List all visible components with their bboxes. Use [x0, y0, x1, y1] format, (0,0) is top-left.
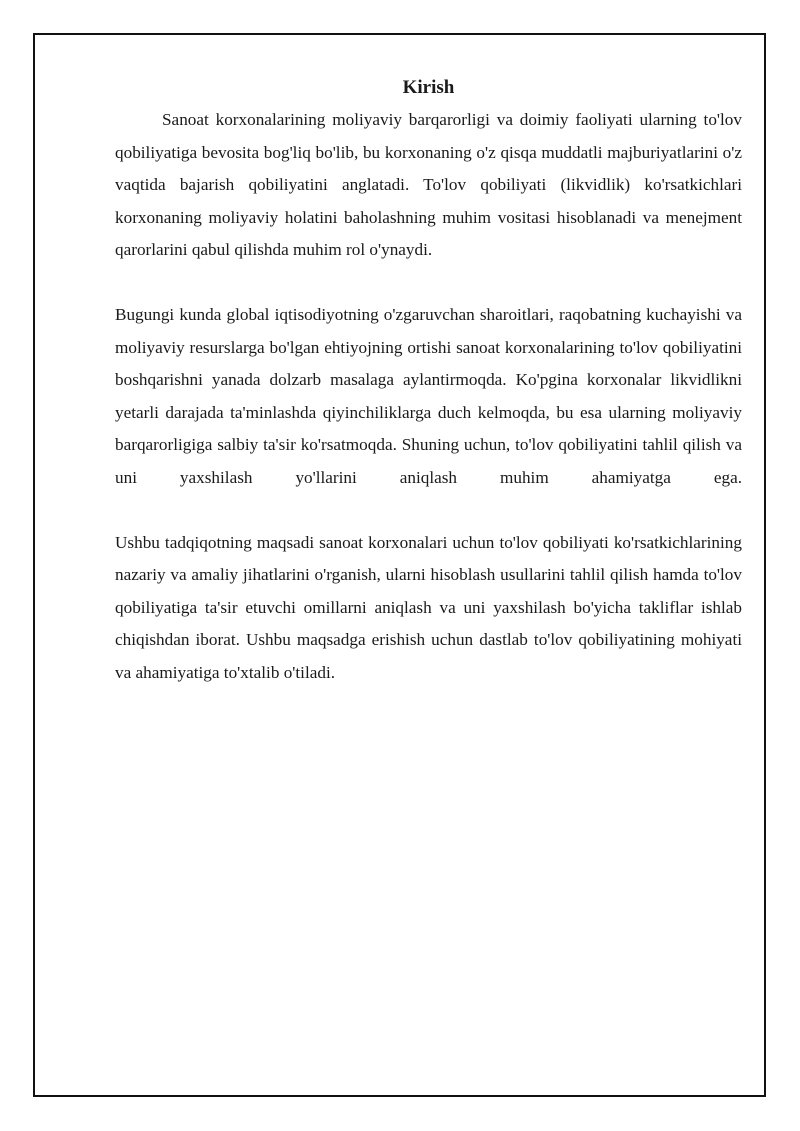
paragraph-objective: Ushbu tadqiqotning maqsadi sanoat korxonalari uchun to'lov qobiliyati ko'rsatkichlarining nazariy va amaliy jihatlarini o'rganish, ularni hisoblash usullarini tahlil qilish hamda to'lov qobiliyatiga ta'sir etuvchi omillarni aniqlash va uni yaxshilash bo'yicha takliflar ishlab chiqishdan iborat. Ushbu maqsadga erishish uchun dastlab to'lov qobiliyatining mohiyati va ahamiyatiga to'xtalib o'tiladi. [115, 532, 742, 682]
document-body [115, 76, 742, 689]
paragraph-spacer [115, 494, 742, 527]
paragraph-relevance: Bugungi kunda global iqtisodiyotning o'zgaruvchan sharoitlari, raqobatning kuchayishi va moliyaviy resurslarga bo'lgan ehtiyojning ortishi sanoat korxonalarining to'lov qobiliyatini boshqarishni yanada dolzarb masalaga aylantirmoqda. Ko'pgina korxonalar likvidlikni yetarli darajada ta'minlashda qiyinchiliklarga duch kelmoqda, bu esa ularning moliyaviy barqarorligiga salbiy ta'sir ko'rsatmoqda. Shuning uchun, to'lov qobiliyatini tahlil qilish va uni yaxshilash yo'llarini aniqlash muhim ahamiyatga ega. [115, 305, 742, 487]
paragraph-spacer [115, 267, 742, 300]
document-title: Kirish [402, 77, 455, 98]
paragraph-intro: Sanoat korxonalarining moliyaviy barqarorligi va doimiy faoliyati ularning to'lov qobiliyatiga bevosita bog'liq bo'lib, bu korxonaning o'z qisqa muddatli majburiyatlarini o'z vaqtida bajarish qobiliyatini anglatadi. To'lov qobiliyati (likvidlik) ko'rsatkichlari korxonaning moliyaviy holatini baholashning muhim vositasi hisoblanadi va menejment qarorlarini qabul qilishda muhim rol o'ynaydi. [115, 110, 742, 259]
